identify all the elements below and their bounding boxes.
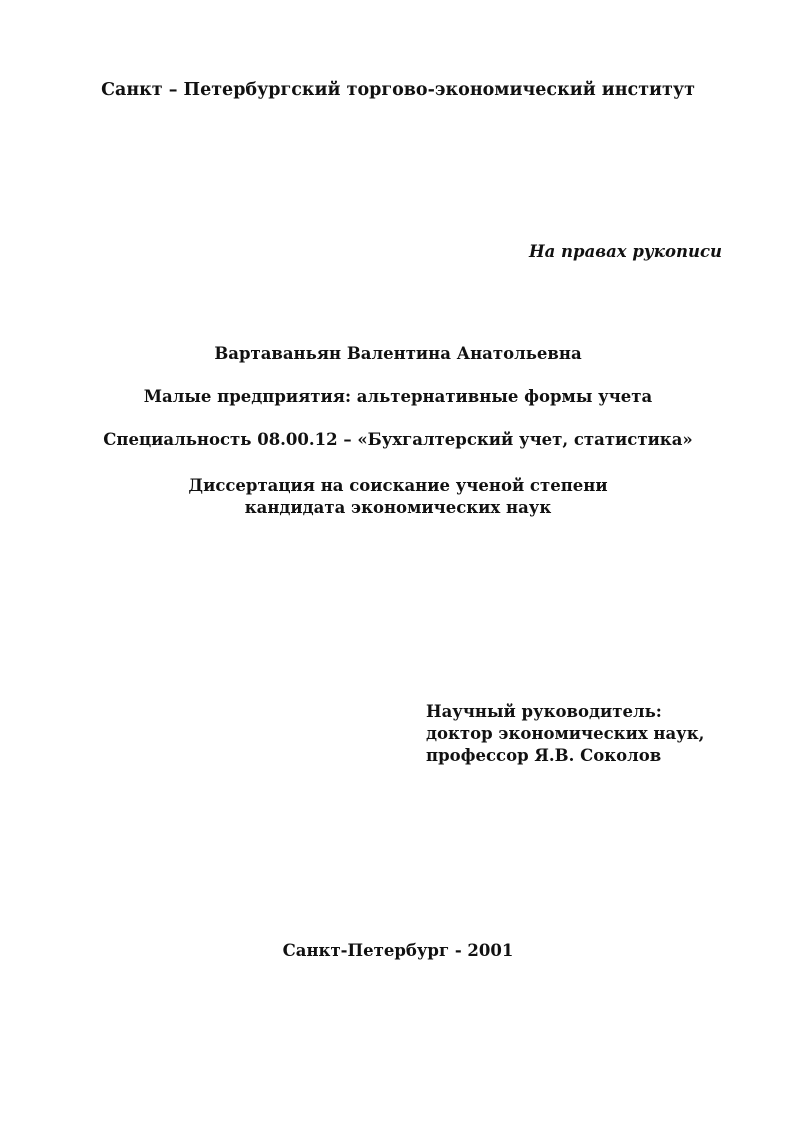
supervisor-degree: доктор экономических наук, bbox=[426, 724, 705, 743]
manuscript-note: На правах рукописи bbox=[529, 242, 722, 261]
author-name: Вартаваньян Валентина Анатольевна bbox=[214, 344, 582, 363]
place-year: Санкт-Петербург - 2001 bbox=[282, 941, 514, 960]
institution-name: Санкт – Петербургский торгово-экономический институт bbox=[101, 80, 695, 100]
dissertation-title: Малые предприятия: альтернативные формы учета bbox=[143, 387, 653, 406]
supervisor-label: Научный руководитель: bbox=[426, 702, 662, 721]
specialty: Специальность 08.00.12 – «Бухгалтерский учет, статистика» bbox=[103, 430, 693, 449]
supervisor-name: профессор Я.В. Соколов bbox=[426, 746, 662, 765]
degree-line-2: кандидата экономических наук bbox=[244, 498, 552, 517]
degree-line-1: Диссертация на соискание ученой степени bbox=[188, 476, 608, 495]
